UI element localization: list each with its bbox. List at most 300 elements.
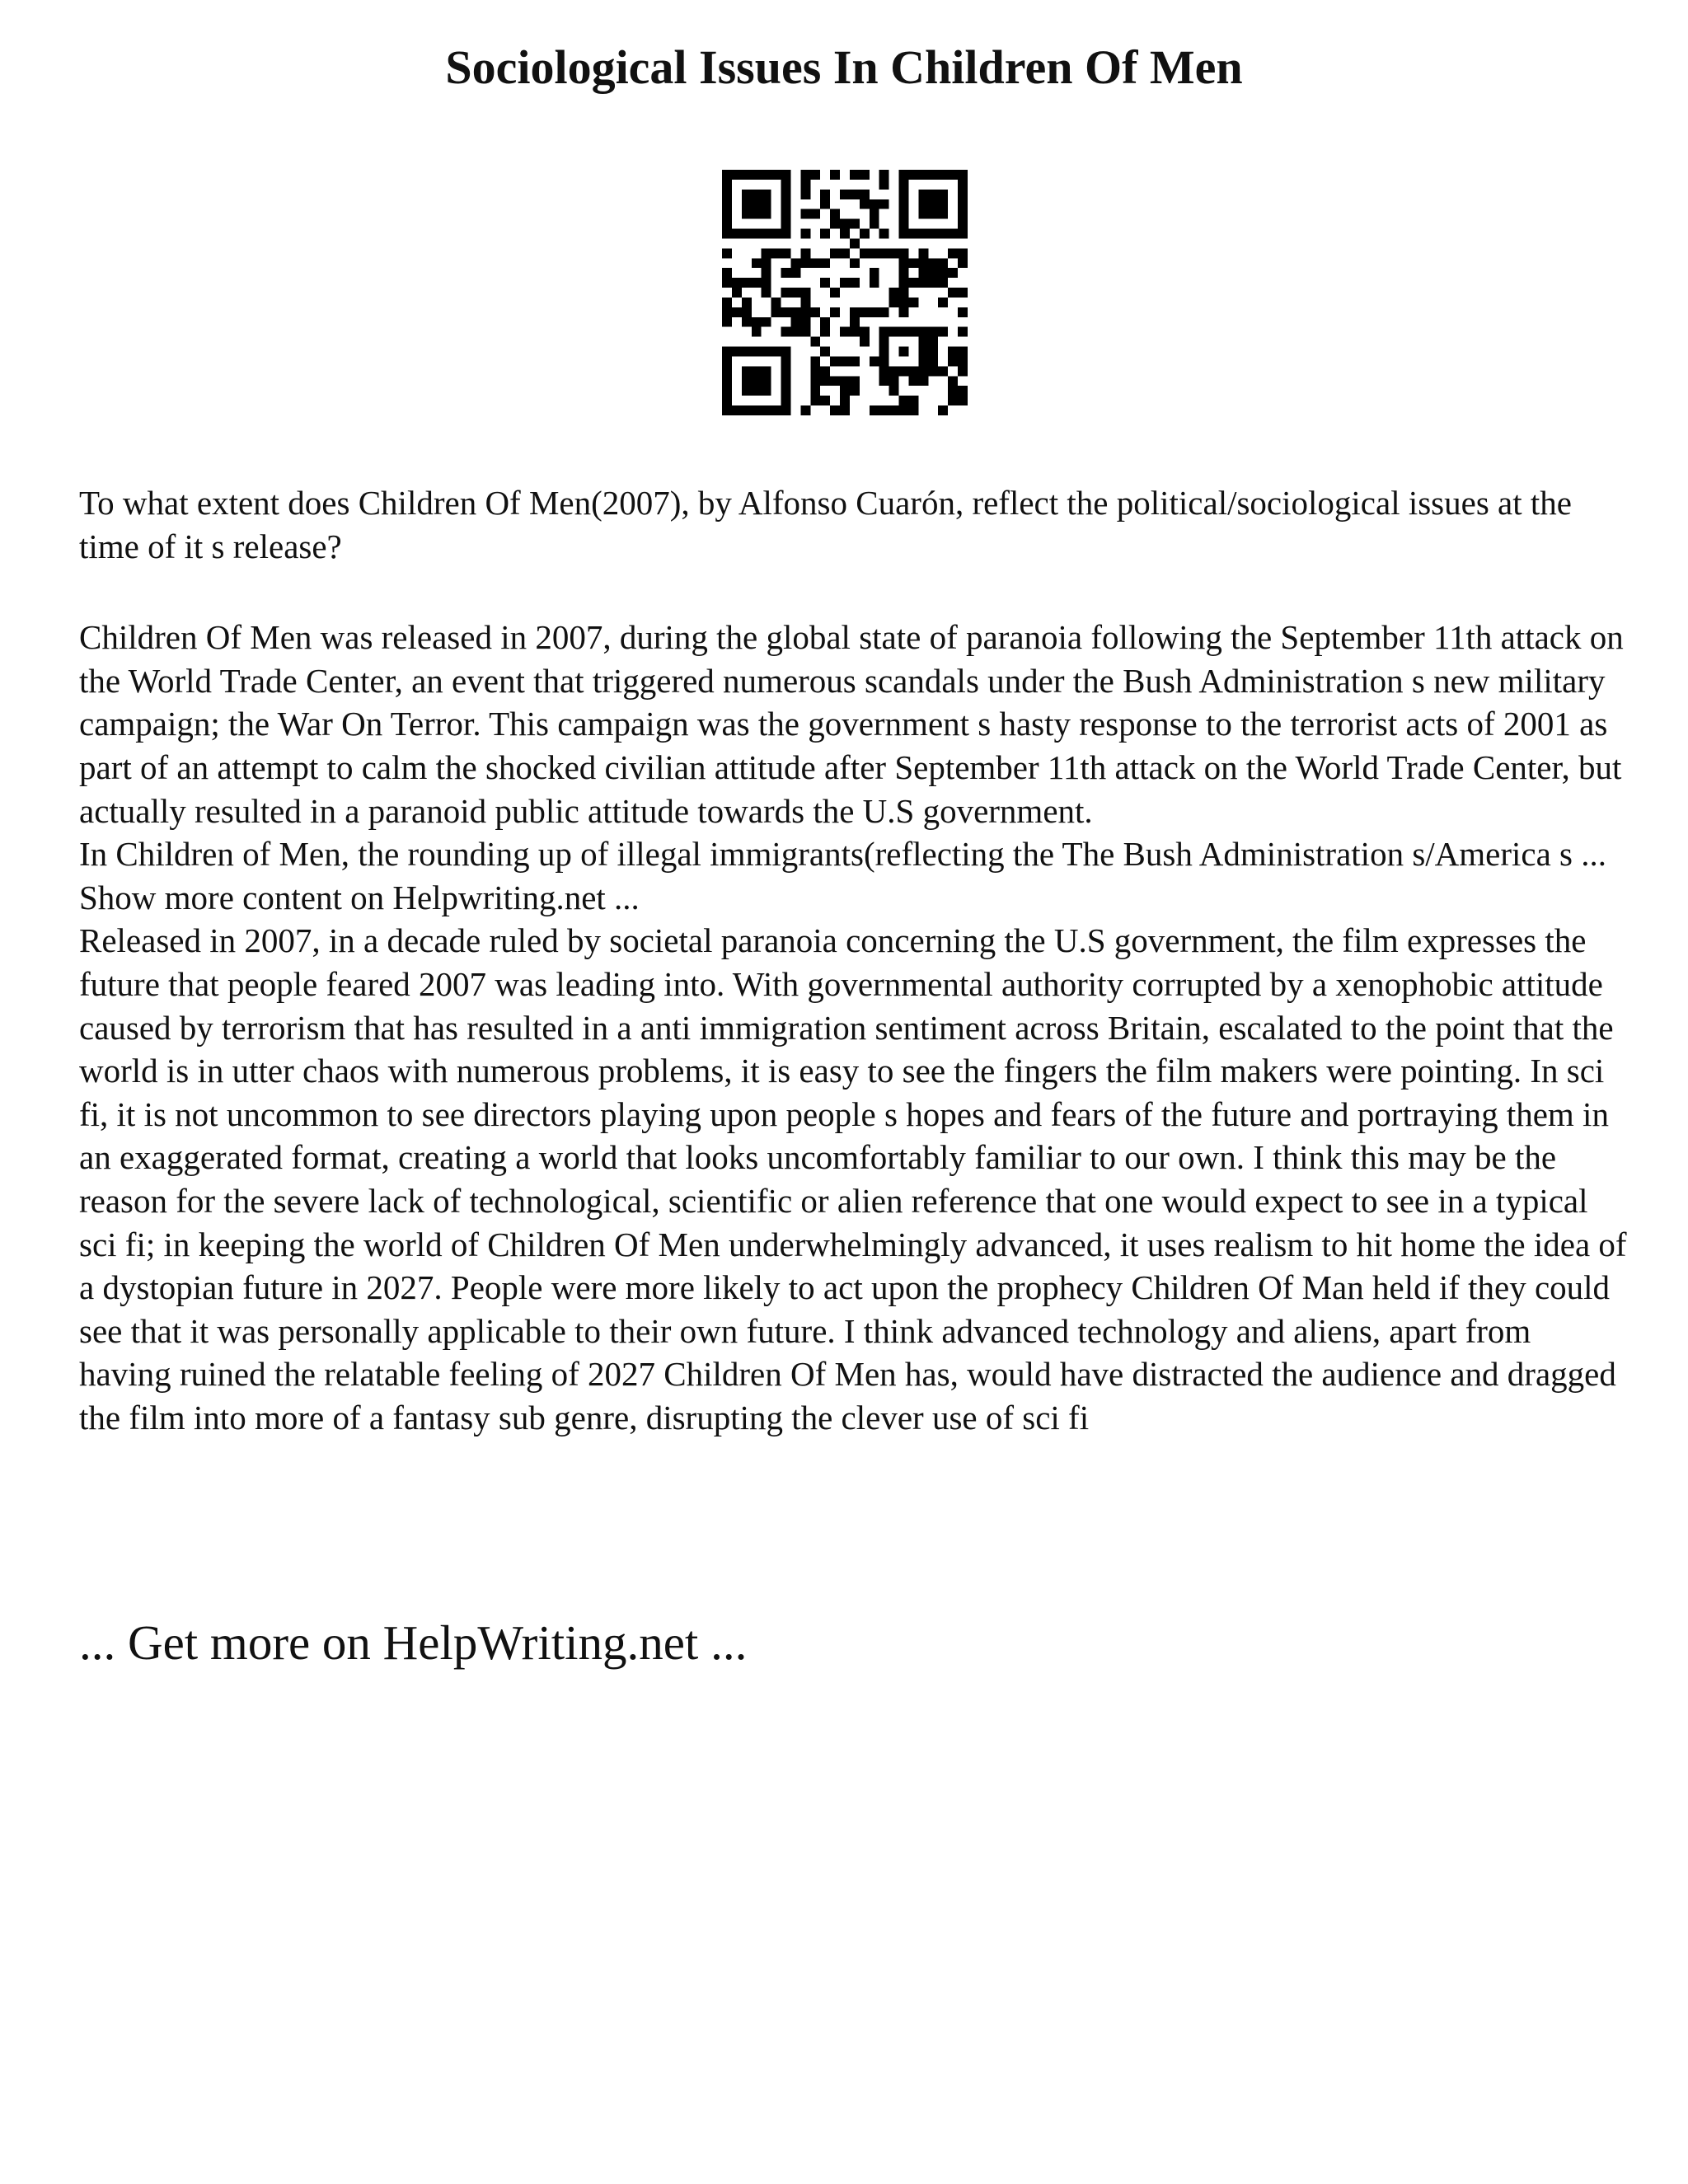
qr-module <box>918 248 928 258</box>
qr-module <box>850 376 860 386</box>
paragraph-2: In Children of Men, the rounding up of illegal immigrants(reflecting the The Bush Administration s/America s ... Show more content on Helpwriting.net ... <box>79 835 1607 916</box>
qr-module <box>938 298 948 307</box>
qr-module <box>781 268 791 278</box>
qr-module <box>800 327 810 337</box>
qr-module <box>928 327 938 337</box>
qr-module <box>722 347 732 357</box>
qr-module <box>722 199 732 209</box>
qr-module <box>722 268 732 278</box>
qr-module <box>781 396 791 405</box>
qr-module <box>850 327 860 337</box>
qr-module <box>722 180 732 190</box>
qr-module <box>850 307 860 317</box>
qr-module <box>879 405 889 415</box>
qr-module <box>800 317 810 327</box>
qr-module <box>870 405 879 415</box>
qr-module <box>762 386 771 396</box>
qr-module <box>899 180 909 190</box>
qr-module <box>938 229 948 239</box>
qr-module <box>938 258 948 268</box>
qr-module <box>762 209 771 219</box>
qr-module <box>928 229 938 239</box>
qr-module <box>840 248 850 258</box>
qr-module <box>958 396 968 405</box>
qr-module <box>771 248 781 258</box>
qr-module <box>918 229 928 239</box>
qr-module <box>908 170 918 180</box>
qr-module <box>762 288 771 298</box>
qr-module <box>948 170 958 180</box>
qr-module <box>790 317 800 327</box>
qr-module <box>820 278 830 288</box>
qr-module <box>870 209 879 219</box>
qr-module <box>732 307 742 317</box>
qr-module <box>781 229 791 239</box>
qr-module <box>860 229 870 239</box>
qr-module <box>938 190 948 199</box>
qr-module <box>810 307 820 317</box>
qr-module <box>948 347 958 357</box>
qr-module <box>722 317 732 327</box>
qr-module <box>800 170 810 180</box>
qr-module <box>958 258 968 268</box>
qr-module <box>762 366 771 376</box>
qr-module <box>958 366 968 376</box>
qr-module <box>928 258 938 268</box>
qr-module <box>918 170 928 180</box>
qr-module <box>800 190 810 199</box>
qr-module <box>762 317 771 327</box>
qr-module <box>790 258 800 268</box>
qr-module <box>928 337 938 347</box>
qr-module <box>722 405 732 415</box>
get-more-link[interactable]: ... Get more on HelpWriting.net ... <box>79 1615 748 1670</box>
qr-module <box>810 337 820 347</box>
qr-module <box>899 199 909 209</box>
qr-module <box>889 405 899 415</box>
qr-module <box>870 248 879 258</box>
qr-module <box>948 248 958 258</box>
qr-module <box>958 170 968 180</box>
qr-module <box>879 347 889 357</box>
qr-module <box>781 180 791 190</box>
qr-module <box>850 317 860 327</box>
qr-module <box>820 190 830 199</box>
qr-module <box>781 356 791 366</box>
qr-module <box>918 327 928 337</box>
qr-module <box>899 170 909 180</box>
paragraph-3: Released in 2007, in a decade ruled by societal paranoia concerning the U.S government, the film expresses the future that people feared 2007 was leading into. With governmental authority corrupted by a xenophobic attitude caused by terrorism that has resulted in a anti immigration sentiment across Britain, escalated to the point that the world is in utter chaos with numerous problems, it is easy to see the fingers the film makers were pointing. In sci fi, it is not uncommon to see directors playing upon people s hopes and fears of the future and portraying them in an exaggerated format, creating a world that looks uncomfortably familiar to our own. I think this may be the reason for the severe lack of technological, scientific or alien reference that one would expect to see in a typical sci fi; in keeping the world of Children Of Men underwhelmingly advanced, it uses realism to hit home the idea of a dystopian future in 2027. People were more likely to act upon the prophecy Children Of Man held if they could see that it was personally applicable to their own future. I think advanced technology and aliens, apart from having ruined the relatable feeling of 2027 Children Of Men has, would have distracted the audience and dragged the film into more of a fantasy sub genre, disrupting the clever use of sci fi <box>79 921 1627 1436</box>
qr-module <box>781 190 791 199</box>
qr-module <box>810 258 820 268</box>
qr-module <box>840 386 850 396</box>
qr-module <box>879 307 889 317</box>
qr-module <box>899 405 909 415</box>
qr-module <box>800 307 810 317</box>
qr-module <box>870 356 879 366</box>
qr-module <box>899 307 909 317</box>
qr-module <box>899 298 909 307</box>
qr-module <box>762 376 771 386</box>
qr-module <box>742 209 752 219</box>
paragraph-gap <box>79 568 1629 616</box>
qr-module <box>752 405 762 415</box>
qr-module <box>958 307 968 317</box>
qr-module <box>752 317 762 327</box>
qr-module <box>918 376 928 386</box>
qr-module <box>899 268 909 278</box>
qr-module <box>820 347 830 357</box>
qr-module <box>781 199 791 209</box>
qr-module <box>781 386 791 396</box>
qr-module <box>948 268 958 278</box>
qr-module <box>790 288 800 298</box>
qr-module <box>938 405 948 415</box>
qr-module <box>781 366 791 376</box>
qr-module <box>928 190 938 199</box>
qr-module <box>918 366 928 376</box>
qr-module <box>771 347 781 357</box>
qr-module <box>722 307 732 317</box>
qr-module <box>732 229 742 239</box>
qr-module <box>850 190 860 199</box>
qr-module <box>840 396 850 405</box>
qr-module <box>918 278 928 288</box>
qr-module <box>908 298 918 307</box>
qr-module <box>908 405 918 415</box>
qr-module <box>790 327 800 337</box>
qr-module <box>790 307 800 317</box>
qr-module <box>908 376 918 386</box>
qr-module <box>742 317 752 327</box>
qr-module <box>781 327 791 337</box>
qr-module <box>938 209 948 219</box>
qr-module <box>958 180 968 190</box>
qr-module <box>752 278 762 288</box>
qr-module <box>850 258 860 268</box>
qr-module <box>860 327 870 337</box>
qr-module <box>870 219 879 229</box>
qr-module <box>820 199 830 209</box>
qr-module <box>810 376 820 386</box>
qr-module <box>928 278 938 288</box>
qr-module <box>918 190 928 199</box>
qr-module <box>908 258 918 268</box>
qr-module <box>820 258 830 268</box>
qr-module <box>762 278 771 288</box>
qr-module <box>830 248 840 258</box>
qr-module <box>781 219 791 229</box>
qr-module <box>899 396 909 405</box>
qr-module <box>752 366 762 376</box>
qr-module <box>928 347 938 357</box>
qr-module <box>870 307 879 317</box>
qr-module <box>860 170 870 180</box>
qr-module <box>722 229 732 239</box>
qr-module <box>889 376 899 386</box>
qr-module <box>732 288 742 298</box>
qr-module <box>879 327 889 337</box>
qr-module <box>879 248 889 258</box>
qr-module <box>879 337 889 347</box>
qr-module <box>830 376 840 386</box>
qr-module <box>889 386 899 396</box>
qr-module <box>889 288 899 298</box>
qr-module <box>810 386 820 396</box>
qr-module <box>879 229 889 239</box>
qr-module <box>830 405 840 415</box>
qr-module <box>908 278 918 288</box>
qr-module <box>958 386 968 396</box>
qr-module <box>948 229 958 239</box>
qr-module <box>722 278 732 288</box>
qr-module <box>928 366 938 376</box>
qr-module <box>722 248 732 258</box>
qr-module <box>742 298 752 307</box>
qr-module <box>722 298 732 307</box>
qr-module <box>762 347 771 357</box>
qr-module <box>762 170 771 180</box>
qr-module <box>908 327 918 337</box>
document-title: Sociological Issues In Children Of Men <box>445 40 1243 94</box>
qr-module <box>781 376 791 386</box>
qr-module <box>762 199 771 209</box>
qr-module <box>781 170 791 180</box>
qr-module <box>722 170 732 180</box>
qr-module <box>938 327 948 337</box>
qr-module <box>781 288 791 298</box>
qr-module <box>928 268 938 278</box>
qr-module <box>810 396 820 405</box>
qr-module <box>879 199 889 209</box>
qr-module <box>771 307 781 317</box>
qr-module <box>722 366 732 376</box>
qr-module <box>800 258 810 268</box>
qr-module <box>889 366 899 376</box>
qr-module <box>771 298 781 307</box>
qr-module <box>899 366 909 376</box>
qr-module <box>918 268 928 278</box>
qr-module <box>752 209 762 219</box>
qr-module <box>732 405 742 415</box>
qr-module <box>722 209 732 219</box>
qr-module <box>850 386 860 396</box>
qr-module <box>742 307 752 317</box>
qr-module <box>800 209 810 219</box>
qr-module <box>830 170 840 180</box>
qr-code-graphic <box>722 170 968 415</box>
qr-module <box>820 396 830 405</box>
qr-module <box>938 278 948 288</box>
qr-module <box>840 190 850 199</box>
qr-module <box>742 386 752 396</box>
qr-module <box>889 298 899 307</box>
qr-module <box>742 347 752 357</box>
qr-module <box>860 307 870 317</box>
qr-module <box>948 288 958 298</box>
qr-module <box>918 209 928 219</box>
qr-module <box>948 356 958 366</box>
qr-module <box>870 268 879 278</box>
qr-module <box>928 356 938 366</box>
qr-module <box>899 229 909 239</box>
qr-module <box>742 366 752 376</box>
qr-module <box>752 229 762 239</box>
qr-module <box>800 229 810 239</box>
qr-module <box>850 219 860 229</box>
qr-module <box>790 268 800 278</box>
qr-module <box>742 199 752 209</box>
qr-module <box>879 180 889 190</box>
qr-module <box>879 356 889 366</box>
qr-module <box>781 347 791 357</box>
qr-module <box>762 258 771 268</box>
qr-module <box>899 258 909 268</box>
qr-module <box>899 219 909 229</box>
qr-module <box>948 396 958 405</box>
qr-module <box>742 229 752 239</box>
qr-module <box>870 278 879 288</box>
qr-module <box>958 229 968 239</box>
qr-module <box>948 376 958 386</box>
qr-module <box>938 366 948 376</box>
qr-module <box>918 258 928 268</box>
qr-module <box>781 307 791 317</box>
qr-module <box>810 366 820 376</box>
qr-module <box>908 366 918 376</box>
paragraph-1: Children Of Men was released in 2007, during the global state of paranoia following the September 11th attack on the World Trade Center, an event that triggered numerous scandals under the Bush Administration s new military campaign; the War On Terror. This campaign was the government s hasty response to the terrorist acts of 2001 as part of an attempt to calm the shocked civilian attitude after September 11th attack on the World Trade Center, but actually resulted in a paranoid public attitude towards the U.S government. <box>79 618 1624 830</box>
qr-module <box>762 268 771 278</box>
essay-question: To what extent does Children Of Men(2007), by Alfonso Cuarón, reflect the political/sociological issues at the time of it s release? <box>79 484 1572 565</box>
qr-module <box>918 199 928 209</box>
qr-module <box>899 190 909 199</box>
qr-module <box>958 347 968 357</box>
qr-module <box>840 376 850 386</box>
qr-module <box>771 405 781 415</box>
qr-module <box>762 405 771 415</box>
qr-module <box>850 238 860 248</box>
qr-module <box>742 405 752 415</box>
qr-module <box>899 248 909 258</box>
qr-module <box>722 190 732 199</box>
qr-module <box>810 209 820 219</box>
qr-module <box>800 248 810 258</box>
qr-module <box>958 248 968 258</box>
qr-module <box>781 405 791 415</box>
qr-module <box>830 219 840 229</box>
qr-module <box>860 248 870 258</box>
qr-module <box>908 396 918 405</box>
qr-module <box>948 386 958 396</box>
qr-module <box>722 386 732 396</box>
qr-module <box>752 386 762 396</box>
qr-module <box>958 199 968 209</box>
qr-module <box>830 288 840 298</box>
qr-module <box>889 248 899 258</box>
qr-module <box>800 405 810 415</box>
qr-module <box>840 229 850 239</box>
qr-module <box>771 229 781 239</box>
qr-module <box>771 170 781 180</box>
qr-module <box>958 327 968 337</box>
qr-module <box>899 347 909 357</box>
qr-module <box>889 327 899 337</box>
qr-module <box>918 347 928 357</box>
qr-module <box>820 317 830 327</box>
qr-module <box>879 366 889 376</box>
qr-module <box>840 327 850 337</box>
qr-module <box>732 278 742 288</box>
qr-module <box>899 278 909 288</box>
qr-module <box>800 298 810 307</box>
qr-module <box>732 170 742 180</box>
qr-module <box>742 190 752 199</box>
qr-module <box>928 170 938 180</box>
qr-module <box>762 248 771 258</box>
qr-module <box>958 219 968 229</box>
qr-module <box>800 288 810 298</box>
qr-module <box>722 376 732 386</box>
qr-module <box>860 199 870 209</box>
qr-module <box>820 366 830 376</box>
qr-module <box>928 209 938 219</box>
document-body <box>79 481 1629 1439</box>
qr-module <box>781 209 791 219</box>
qr-module <box>850 170 860 180</box>
qr-module <box>752 376 762 386</box>
qr-module <box>781 248 791 258</box>
qr-module <box>918 337 928 347</box>
qr-module <box>958 356 968 366</box>
qr-module <box>820 376 830 386</box>
qr-module <box>800 180 810 190</box>
qr-module <box>899 327 909 337</box>
qr-module <box>840 219 850 229</box>
qr-module <box>830 356 840 366</box>
qr-module <box>850 356 860 366</box>
qr-module <box>752 199 762 209</box>
qr-module <box>879 376 889 386</box>
qr-module <box>908 229 918 239</box>
qr-module <box>899 209 909 219</box>
qr-module <box>938 268 948 278</box>
qr-module <box>722 356 732 366</box>
qr-module <box>742 170 752 180</box>
qr-module <box>879 170 889 180</box>
qr-module <box>830 209 840 219</box>
qr-module <box>840 356 850 366</box>
qr-module <box>928 199 938 209</box>
qr-module <box>840 278 850 288</box>
qr-module <box>870 199 879 209</box>
qr-module <box>918 356 928 366</box>
qr-module <box>752 170 762 180</box>
qr-module <box>732 347 742 357</box>
qr-module <box>938 170 948 180</box>
qr-module <box>742 376 752 386</box>
qr-module <box>938 199 948 209</box>
qr-module <box>899 288 909 298</box>
qr-module <box>958 190 968 199</box>
qr-module <box>840 405 850 415</box>
qr-code-icon <box>722 170 968 415</box>
qr-module <box>762 190 771 199</box>
qr-module <box>762 229 771 239</box>
qr-module <box>830 307 840 317</box>
qr-module <box>958 288 968 298</box>
qr-module <box>752 190 762 199</box>
qr-module <box>860 190 870 199</box>
